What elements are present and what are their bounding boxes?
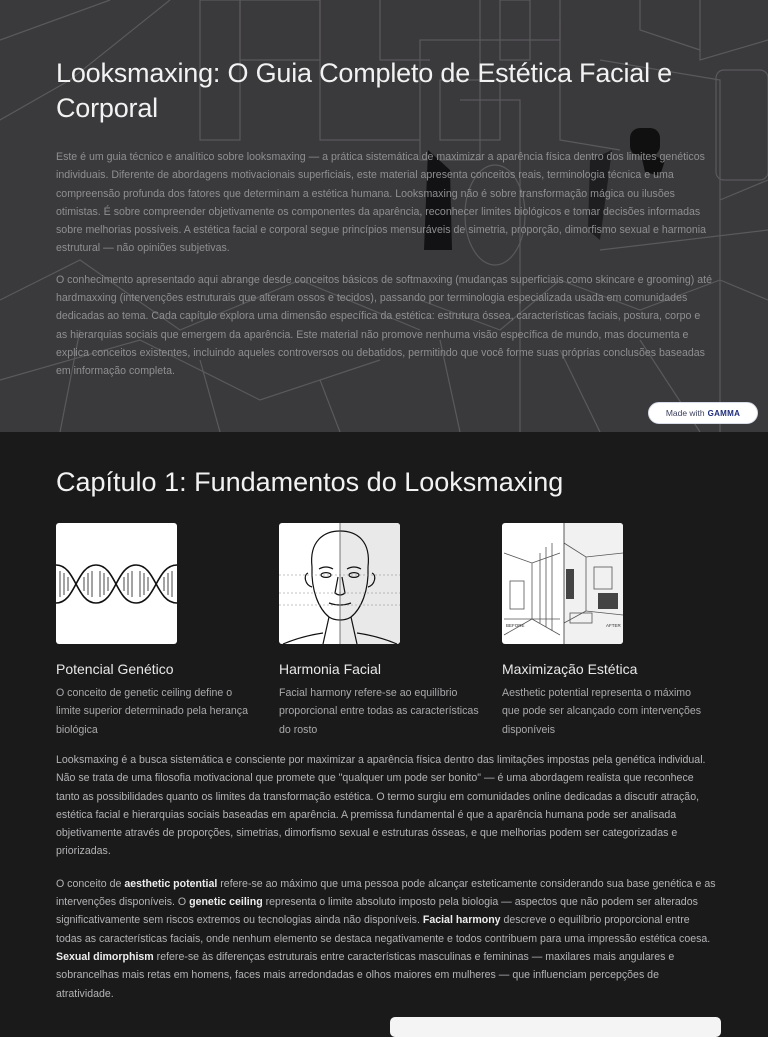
card-description: O conceito de genetic ceiling define o limite superior determinado pela herança biológica xyxy=(56,687,248,736)
badge-prefix: Made with xyxy=(665,408,705,418)
text-run: refere-se ao máximo que uma pessoa pode alcançar esteticamente considerando sua base genética e as intervenções disponíveis. O xyxy=(56,877,716,909)
card-image xyxy=(502,523,623,644)
card-facial-harmony xyxy=(279,523,479,739)
after-label: AFTER xyxy=(606,623,621,628)
face-proportion-icon xyxy=(279,523,400,644)
dna-helix-icon xyxy=(56,523,177,644)
chapter-title: Capítulo 1: Fundamentos do Looksmaxing xyxy=(56,467,564,497)
chapter-1-section xyxy=(56,462,716,1000)
feature-cards xyxy=(56,523,716,743)
term-genetic-ceiling: genetic ceiling xyxy=(189,896,263,909)
card-title: Maximização Estética xyxy=(502,661,638,677)
card-description: Facial harmony refere-se ao equilíbrio proporcional entre todas as características do rosto xyxy=(279,687,479,736)
intro-paragraph-1: Este é um guia técnico e analítico sobre looksmaxing — a prática sistemática de maximizar a aparência física dentro dos limites genéticos individuais. Diferente de abordagens motivacionais superficiais, este material apresenta conceitos reais, terminologia técnica e uma compreensão profunda dos fatores que determinam a estética humana. Looksmaxing não é sobre transformação mágica ou ilusões otimistas. É sobre compreender objetivamente os componentes da aparência, reconhecer limites biológicos e tomar decisões informadas sobre melhorias possíveis. A estética facial e corporal segue princípios mensuráveis de simetria, proporção, dimorfismo sexual e harmonia estrutural — não opiniões subjetivas. xyxy=(56,151,707,255)
intro-paragraph-2: O conhecimento apresentado aqui abrange desde conceitos básicos de softmaxxing (mudanças superficiais como skincare e grooming) até hardmaxxing (intervenções estruturais que alteram ossos e tecidos), passando por terminologia especializada usada em comunidades dedicadas ao tema. Cada capítulo explora uma dimensão específica da estética: estrutura óssea, características faciais, postura, corpo e as hierarquias sociais que emergem da aparência. Este material não promove nenhuma visão específica de mundo, mas documenta e explica conceitos existentes, incluindo aqueles controversos ou debatidos, permitindo que você forme suas próprias conclusões baseadas em informação completa. xyxy=(56,273,713,378)
card-image xyxy=(279,523,400,644)
term-sexual-dimorphism: Sexual dimorphism xyxy=(56,950,154,963)
next-section-card-edge xyxy=(390,1017,721,1037)
card-title: Harmonia Facial xyxy=(279,661,381,677)
chapter-body xyxy=(56,751,716,1003)
card-description: Aesthetic potential representa o máximo que pode ser alcançado com intervenções disponíveis xyxy=(502,687,702,736)
hero-section xyxy=(0,0,768,432)
card-aesthetic-maximization xyxy=(502,523,702,739)
term-aesthetic-potential: aesthetic potential xyxy=(124,877,218,890)
gamma-logo: GAMMA xyxy=(707,408,741,418)
text-run: refere-se às diferenças estruturais entre características masculinas e femininas — maxilares mais angulares e sobrancelhas mais retas em homens, faces mais arredondadas e olhos maiores em mulheres — que influenciam percepções de atratividade. xyxy=(56,950,675,1000)
page-title: Looksmaxing: O Guia Completo de Estética Facial e Corporal xyxy=(56,58,672,123)
text-run: descreve o equilíbrio proporcional entre todas as características faciais, onde nenhum elemento se destaca negativamente e todos contribuem para uma impressão estética coesa. xyxy=(56,914,711,945)
card-genetic-potential xyxy=(56,523,256,739)
card-title: Potencial Genético xyxy=(56,661,174,677)
made-with-gamma-badge[interactable] xyxy=(648,402,758,424)
card-image xyxy=(56,523,177,644)
chapter-paragraph-1: Looksmaxing é a busca sistemática e consciente por maximizar a aparência física dentro das limitações impostas pela genética individual. Não se trata de uma filosofia motivacional que promete que "qualquer um pode ser bonito" — é uma abordagem realista que reconhece tanto as possibilidades quanto os limites da transformação estética. O termo surgiu em comunidades online dedicadas a discutir atração, estética facial e hierarquias sociais baseadas em aparência. A premissa fundamental é que a aparência humana pode ser analisada objetivamente através de proporções, simetrias, dimorfismo sexual e estruturas ósseas, e que melhorias podem ser categorizadas e priorizadas. xyxy=(56,754,706,858)
before-after-room-icon xyxy=(502,523,623,644)
before-label: BEFORE xyxy=(506,623,525,628)
term-facial-harmony: Facial harmony xyxy=(422,914,501,927)
text-run: O conceito de xyxy=(56,877,125,890)
hero-content xyxy=(56,56,712,381)
chapter-paragraph-2 xyxy=(56,875,716,1003)
text-run: representa o limite absoluto imposto pela biologia — aspectos que não podem ser alterados significativamente sem riscos extremos ou tecnologias ainda não disponíveis. xyxy=(56,896,698,927)
